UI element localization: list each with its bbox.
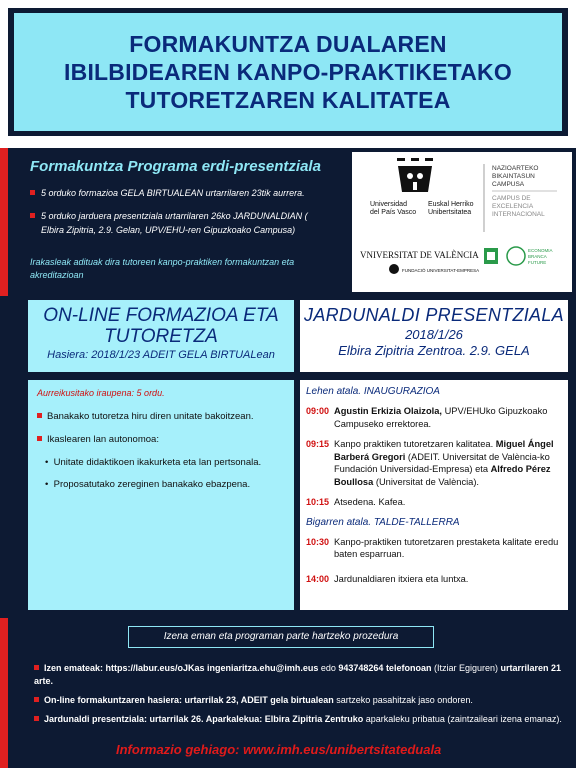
agenda-text bbox=[334, 438, 562, 488]
svg-text:EXCELENCIA: EXCELENCIA bbox=[492, 203, 534, 210]
jardunaldi-body bbox=[300, 380, 568, 610]
online-subitem-2 bbox=[45, 478, 285, 492]
program-note: Irakasleak adituak dira tutoreen kanpo-praktiken formakuntzan eta akreditazioan bbox=[30, 257, 295, 280]
text-or: edo bbox=[318, 663, 339, 673]
online-subtitle: Hasiera: 2018/1/23 ADEIT GELA BIRTUALean bbox=[47, 349, 275, 361]
svg-text:ECONOMIA: ECONOMIA bbox=[528, 248, 553, 253]
dot-icon: • bbox=[45, 457, 54, 468]
online-title: ON-LINE FORMAZIOA ETA TUTORETZA bbox=[43, 305, 279, 347]
agenda-row bbox=[306, 573, 562, 586]
bullet-icon bbox=[34, 716, 39, 721]
agenda-row bbox=[306, 405, 562, 430]
agenda-text bbox=[334, 405, 562, 430]
svg-text:CAMPUS DE: CAMPUS DE bbox=[492, 195, 531, 202]
registration-line-3 bbox=[34, 713, 564, 726]
section-2-title: Bigarren atala. TALDE-TALLERRA bbox=[306, 516, 460, 528]
page-title-line-3: TUTORETZAREN KALITATEA bbox=[125, 87, 451, 113]
agenda-text: Kanpo-praktiken tutoretzaren prestaketa kalitate eredu baten esparruan. bbox=[334, 536, 559, 559]
agenda-time: 09:00 bbox=[306, 406, 330, 416]
speaker-name: Agustin Erkizia Olaizola, bbox=[334, 406, 442, 416]
svg-text:Unibertsitatea: Unibertsitatea bbox=[428, 209, 472, 216]
online-start-note: sartzeko pasahitzak jaso ondoren. bbox=[333, 695, 473, 705]
bullet-icon bbox=[34, 697, 39, 702]
agenda-time: 09:15 bbox=[306, 439, 330, 449]
svg-text:FUNDACIÓ UNIVERSITAT-EMPRESA: FUNDACIÓ UNIVERSITAT-EMPRESA bbox=[402, 268, 480, 273]
svg-text:del País Vasco: del País Vasco bbox=[370, 209, 417, 216]
speaker-affiliation: (ADEIT. Universitat de València-ko Fundación Universidad-Empresa) eta bbox=[334, 451, 550, 474]
section-1-title: Lehen atala. INAUGURAZIOA bbox=[306, 386, 440, 397]
online-subitem-1 bbox=[45, 456, 285, 470]
svg-text:CAMPUSA: CAMPUSA bbox=[492, 181, 525, 188]
red-accent-bar bbox=[0, 148, 8, 296]
speaker-name: Alfredo Pérez Boullosa bbox=[334, 464, 551, 487]
online-body bbox=[28, 380, 294, 610]
dot-icon: • bbox=[45, 479, 54, 490]
program-item-2 bbox=[30, 209, 340, 237]
upv-ehu-logo-icon bbox=[397, 158, 433, 192]
online-header bbox=[28, 300, 294, 372]
online-bullet-1-text: Banakako tutoretza hiru diren unitate bakoitzean. bbox=[47, 411, 254, 422]
speaker-name: Miguel Ángel Barberá Gregori bbox=[334, 439, 554, 462]
more-info-link[interactable]: Informazio gehiago: www.imh.eus/unibertsitateduala bbox=[116, 742, 442, 757]
page-title-line-1: FORMAKUNTZA DUALAREN bbox=[129, 31, 447, 57]
program-item-2-text-b: Elbira Zipitria, 2.9. Gelan, UPV/EHU-ren Gipuzkoako Campusa) bbox=[41, 225, 296, 235]
bullet-icon bbox=[37, 413, 42, 418]
bullet-icon bbox=[37, 436, 42, 441]
online-start: On-line formakuntzaren hasiera: urtarrilak 23, ADEIT gela birtualean bbox=[44, 695, 334, 705]
program-item-1 bbox=[30, 186, 340, 200]
registration-link[interactable]: Izen emateak: https://labur.eus/oJKas ingeniaritza.ehu@imh.eus bbox=[44, 663, 319, 673]
page-title-line-2: IBILBIDEAREN KANPO-PRAKTIKETAKO bbox=[64, 59, 512, 85]
svg-text:NAZIOARTEKO: NAZIOARTEKO bbox=[492, 165, 539, 172]
speaker-role: UPV/EHUko Gipuzkoako Campuseko errektorea. bbox=[334, 406, 548, 429]
parking-info: Jardunaldi presentziala: urtarrilak 26. Aparkalekua: Elbira Zipitria Zentruko bbox=[44, 714, 364, 724]
online-subitem-2-text: Proposatutako zereginen banakako ebazpena. bbox=[53, 479, 251, 490]
uv-label: VNIVERSITAT DE VALÈNCIA bbox=[360, 250, 479, 260]
red-accent-bar bbox=[0, 618, 8, 768]
online-bullet-2 bbox=[37, 433, 285, 446]
contact-name: (Itziar Egiguren) bbox=[431, 663, 501, 673]
bullet-icon bbox=[30, 190, 35, 195]
header-inner bbox=[14, 13, 562, 131]
upv-es-label: Universidad bbox=[370, 201, 407, 208]
jardunaldi-title: JARDUNALDI PRESENTZIALA bbox=[304, 305, 564, 325]
talk-title: Kanpo praktiken tutoretzaren kalitatea. bbox=[334, 439, 496, 449]
svg-text:INTERNACIONAL: INTERNACIONAL bbox=[492, 211, 545, 218]
registration-line-1 bbox=[34, 662, 564, 688]
online-bullet-2-text: Ikaslearen lan autonomoa: bbox=[47, 434, 159, 445]
jardunaldi-date: 2018/1/26 bbox=[405, 327, 463, 342]
program-item-2-text: 5 orduko jarduera presentziala urtarrilaren 26ko JARDUNALDIAN ( bbox=[41, 211, 308, 221]
agenda-row bbox=[306, 438, 562, 488]
online-subitem-1-text: Unitate didaktikoen ikakurketa eta lan pertsonala. bbox=[53, 457, 262, 468]
deadline: urtarrilaren 21 arte. bbox=[34, 663, 562, 686]
svg-text:BRANCA: BRANCA bbox=[528, 254, 547, 259]
program-title: Formakuntza Programa erdi-presentziala bbox=[30, 158, 321, 175]
logos-panel bbox=[352, 152, 572, 292]
bullet-icon bbox=[34, 665, 39, 670]
online-duration: Aurreikusitako iraupena: 5 ordu. bbox=[37, 388, 165, 398]
agenda-row bbox=[306, 496, 562, 509]
phone-number: 943748264 telefonoan bbox=[338, 663, 432, 673]
svg-text:BIKAINTASUN: BIKAINTASUN bbox=[492, 173, 535, 180]
svg-text:Euskal Herriko: Euskal Herriko bbox=[428, 201, 474, 208]
jardunaldi-place: Elbira Zipitria Zentroa. 2.9. GELA bbox=[338, 343, 530, 358]
agenda-text: Jardunaldiaren itxiera eta luntxa. bbox=[334, 573, 469, 584]
speaker-affiliation: (Universitat de València). bbox=[373, 476, 480, 487]
agenda-time: 10:30 bbox=[306, 536, 330, 547]
agenda-time: 10:15 bbox=[306, 497, 330, 507]
parking-note: aparkaleku pribatua (zaintzaileari izena emanaz). bbox=[363, 714, 562, 724]
agenda-text: Atsedena. Kafea. bbox=[334, 497, 406, 507]
bullet-icon bbox=[30, 213, 35, 218]
online-bullet-1 bbox=[37, 410, 285, 423]
registration-heading: Izena eman eta programan parte hartzeko prozedura bbox=[128, 626, 434, 648]
jardunaldi-header bbox=[300, 300, 568, 372]
registration-line-2 bbox=[34, 694, 564, 707]
logos-graphic bbox=[352, 152, 572, 292]
header-banner bbox=[8, 8, 568, 136]
program-item-1-text: 5 orduko formazioa GELA BIRTUALEAN urtarrilaren 23tik aurrera. bbox=[41, 188, 305, 198]
agenda-row bbox=[306, 536, 562, 561]
svg-text:FUTURE: FUTURE bbox=[528, 260, 547, 265]
agenda-time: 14:00 bbox=[306, 573, 330, 584]
